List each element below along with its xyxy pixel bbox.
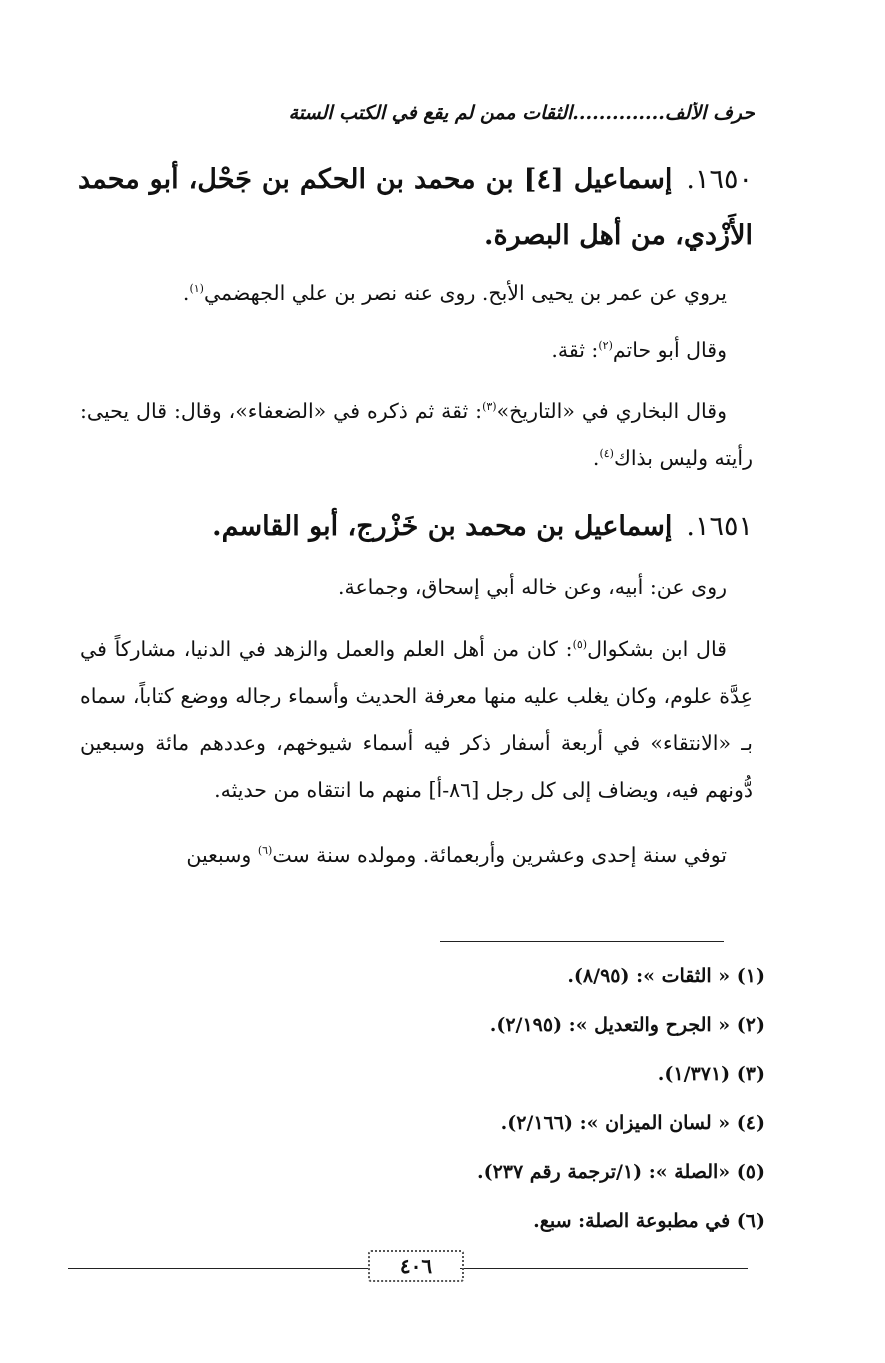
paragraph-text: . xyxy=(592,446,600,470)
footnote-ref: (٥) xyxy=(572,638,588,652)
entry-title: إسماعيل بن محمد بن خَزْرج، أبو القاسم. xyxy=(212,511,673,542)
footer-rule-right xyxy=(460,1268,748,1269)
entry-1651-paragraph-3 xyxy=(80,832,753,879)
footnote-6: (٦) في مطبوعة الصلة: سبع. xyxy=(533,1210,765,1232)
footnote-2: (٢) « الجرح والتعديل »: (٢/١٩٥). xyxy=(489,1014,765,1036)
paragraph-text: روى عن: أبيه، وعن خاله أبي إسحاق، وجماعة. xyxy=(337,575,727,599)
footer-rule-left xyxy=(68,1268,368,1269)
paragraph-text: وسبعين xyxy=(186,843,258,867)
entry-heading-1651 xyxy=(78,499,753,555)
footnotes xyxy=(300,952,765,1246)
paragraph-text: توفي سنة إحدى وعشرين وأربعمائة. ومولده سنة ست xyxy=(272,843,727,867)
entry-1650-paragraph-1 xyxy=(80,270,753,317)
paragraph-text: وقال أبو حاتم xyxy=(612,338,727,362)
footnote-ref: (٤) xyxy=(599,447,614,461)
footnote-5: (٥) «الصلة »: (١/ترجمة رقم ٢٣٧). xyxy=(476,1161,765,1183)
entry-1651-paragraph-1 xyxy=(80,564,753,611)
entry-number: ١٦٥٠. xyxy=(686,164,753,195)
footnote-ref: (٣) xyxy=(482,400,497,414)
entry-1651-paragraph-2 xyxy=(80,626,753,814)
footnote-ref: (٢) xyxy=(598,339,613,353)
footnote-1: (١) « الثقات »: (٨/٩٥). xyxy=(567,965,765,987)
footnote-separator xyxy=(440,941,724,942)
paragraph-text: يروي عن عمر بن يحيى الأبح. روى عنه نصر بن علي الجهضمي xyxy=(203,281,727,305)
paragraph-text: : ثقة ثم ذكره في «الضعفاء»، وقال: قال يحيى: رأيته وليس بذاك xyxy=(80,399,753,470)
entry-1650-paragraph-2 xyxy=(80,327,753,374)
paragraph-text: : ثقة. xyxy=(551,338,599,362)
paragraph-text: : كان من أهل العلم والعمل والزهد في الدنيا، مشاركاً في عِدَّة علوم، وكان يغلب عليه منها معرفة الحديث وأسماء رجاله ووضع كتاباً، سماه بـ «الانتقاء» في أربعة أسفار ذكر فيه أسماء شيوخهم، وعددهم مائة وسبعين دُّونهم فيه، ويضاف إلى كل رجل [٨٦-أ] منهم ما انتقاه من حديثه. xyxy=(80,637,753,802)
footnote-4: (٤) « لسان الميزان »: (٢/١٦٦). xyxy=(500,1112,765,1134)
page-number: ٤٠٦ xyxy=(368,1250,464,1282)
entry-heading-1650 xyxy=(78,152,753,264)
running-header: حرف الألف..............الثقات ممن لم يقع في الكتب الستة xyxy=(288,102,755,124)
entry-1650-paragraph-3 xyxy=(80,388,753,482)
paragraph-text: وقال البخاري في «التاريخ» xyxy=(496,399,727,423)
paragraph-text: . xyxy=(182,281,190,305)
footnote-ref: (١) xyxy=(189,282,204,296)
paragraph-text: قال ابن بشكوال xyxy=(587,637,727,661)
entry-number: ١٦٥١. xyxy=(686,511,753,542)
entry-title: إسماعيل [٤] بن محمد بن الحكم بن جَحْل، أبو محمد الأَزْدي، من أهل البصرة. xyxy=(78,164,753,251)
footnote-3: (٣) (١/٣٧١). xyxy=(657,1063,765,1085)
footnote-ref: (٦) xyxy=(257,844,273,858)
